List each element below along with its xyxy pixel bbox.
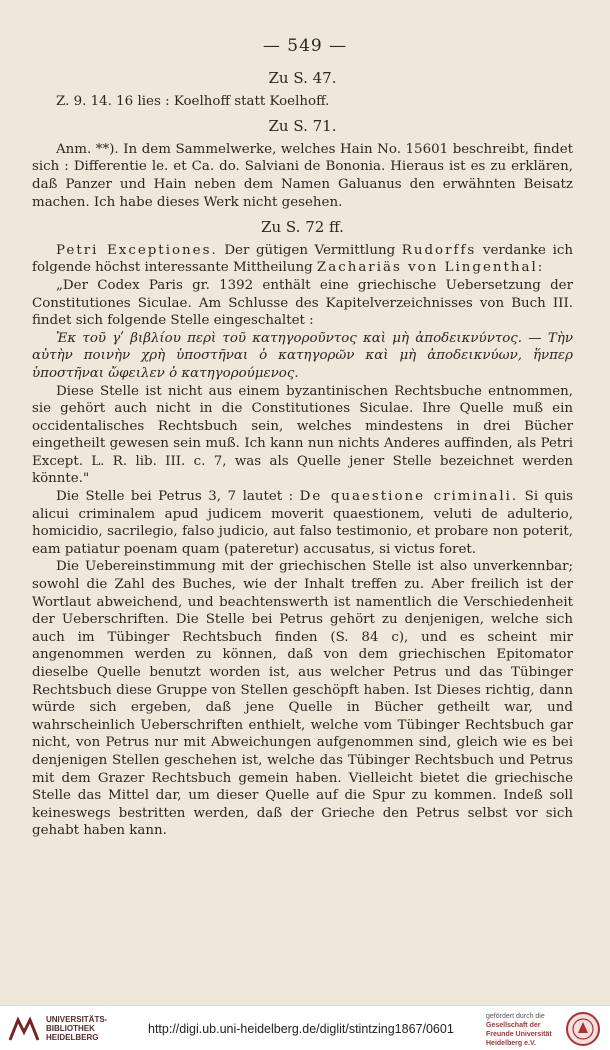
paragraph-petrus-lautet xyxy=(32,488,573,558)
viewer-footer xyxy=(0,1005,610,1050)
university-library-logo-icon xyxy=(6,1014,42,1044)
note-s71: Anm. **). In dem Sammelwerke, welches Hain No. 15601 beschreibt, findet sich : Differentie le. et Ca. do. Salviani de Bononia. Hieraus ist es zu erklären, daß Panzer und Hain neben dem Namen Galuanus den erwähnten Beisatz machen. Ich habe dieses Werk nicht gesehen. xyxy=(32,141,573,210)
paragraph-petri-exceptiones xyxy=(32,242,573,277)
page-content xyxy=(32,66,573,840)
section-heading-s72: Zu S. 72 ff. xyxy=(261,218,344,237)
name-zachariae: Zachariäs von Lingenthal: xyxy=(316,260,545,276)
section-heading-s47: Zu S. 47. xyxy=(268,69,337,87)
library-name: UNIVERSITÄTS-BIBLIOTHEK HEIDELBERG xyxy=(46,1015,108,1042)
permalink-url[interactable]: http://digi.ub.uni-heidelberg.de/diglit/stintzing1867/0601 xyxy=(148,1022,454,1036)
funder-name: Gesellschaft der Freunde Universität Heidelberg e.V. xyxy=(486,1022,552,1047)
funded-by-label: gefördert durch die xyxy=(486,1013,545,1020)
paragraph-conclusion: Die Uebereinstimmung mit der griechischen Stelle ist also unverkennbar; sowohl die Zahl des Buches, wie der Inhalt treffen zu. Aber freilich ist der Wortlaut abweichend, und beachtenswerth ist namentlich die Verschiedenheit der Ueberschriften. Die Stelle bei Petrus gehört zu denjenigen, welche sich auch im Tübinger Rechtsbuch finden (S. 84 c), und es scheint mir angenommen werden zu können, daß von dem griechischen Epitomator dieselbe Quelle benutzt worden ist, aus welcher Petrus und das Tübinger Rechtsbuch diese Gruppe von Stellen geschöpft haben. Ist Dieses richtig, dann würde sich ergeben, daß jene Quelle in Bücher getheilt war, und wahrscheinlich Ueberschriften enthielt, welche vom Tübinger Rechtsbuch gar nicht, von Petrus nur mit Abweichungen aufgenommen sind, gleich wie es bei denjenigen Stellen geschehen ist, welche das Tübinger Rechtsbuch und Petrus mit dem Grazer Rechtsbuch gemein haben. Vielleicht bietet die griechische Stelle das Mittel dar, um dieser Quelle auf die Spur zu kommen. Indeß soll keineswegs bestritten werden, daß der Grieche den Petrus selbst vor sich gehabt haben kann. xyxy=(32,559,573,839)
latin-passage: Si quis alicui criminalem apud judicem moverit quaestionem, veluti de adulterio, homicidio, sacrilegio, falso judicio, aut falso testimonio, et probare non poterit, eam patiatur poenam quam (pateretur) accusatus, si victus foret. xyxy=(32,489,573,557)
page-number: — 549 — xyxy=(262,36,348,56)
section-heading-s71: Zu S. 71. xyxy=(268,117,337,136)
greek-passage: Ἐκ τοῦ γʹ βιβλίου περὶ τοῦ κατηγοροῦντος καὶ μὴ ἀποδεικνύντος. — Τὴν αὐτὴν ποινὴν χρὴ ὑποστῆναι ὁ κατηγορῶν καὶ μὴ ἀποδεικνύων, ἥνπερ ὑποστῆναι ὤφειλεν ὁ κατηγορούμενος. xyxy=(32,330,573,381)
funding-note xyxy=(486,1012,570,1048)
quote-codex-paris: „Der Codex Paris gr. 1392 enthält eine griechische Uebersetzung der Constitutiones Siculae. Am Schlusse des Kapitelverzeichnisses von Buch III. findet sich folgende Stelle eingeschaltet : xyxy=(32,277,573,329)
paragraph-text-2: verdanke ich folgende höchst interessante Mittheilung xyxy=(32,242,573,276)
latin-title: De quaestione criminali. xyxy=(299,489,519,505)
university-seal-icon xyxy=(565,1011,601,1047)
paragraph-source: Diese Stelle ist nicht aus einem byzantinischen Rechtsbuche entnommen, sie gehört auch nicht in die Constitutiones Siculae. Ihre Quelle muß ein occidentalisches Rechtsbuch sein, welches mindestens in drei Bücher eingetheilt gewesen sein muß. Ich kann nun nichts Anderes auffinden, als Petri Except. L. R. lib. III. c. 7, was als Quelle jener Stelle bezeichnet werden könnte." xyxy=(32,383,573,487)
name-rudorff: Rudorffs xyxy=(401,242,477,258)
petrus-lead: Die Stelle bei Petrus 3, 7 lautet : xyxy=(56,489,294,505)
erratum-s47: Z. 9. 14. 16 lies : Koelhoff statt Koelhoff. xyxy=(56,93,330,109)
petri-exceptiones-lead: Petri Exceptiones. xyxy=(56,242,218,258)
paragraph-text: Der gütigen Vermittlung xyxy=(224,242,396,258)
